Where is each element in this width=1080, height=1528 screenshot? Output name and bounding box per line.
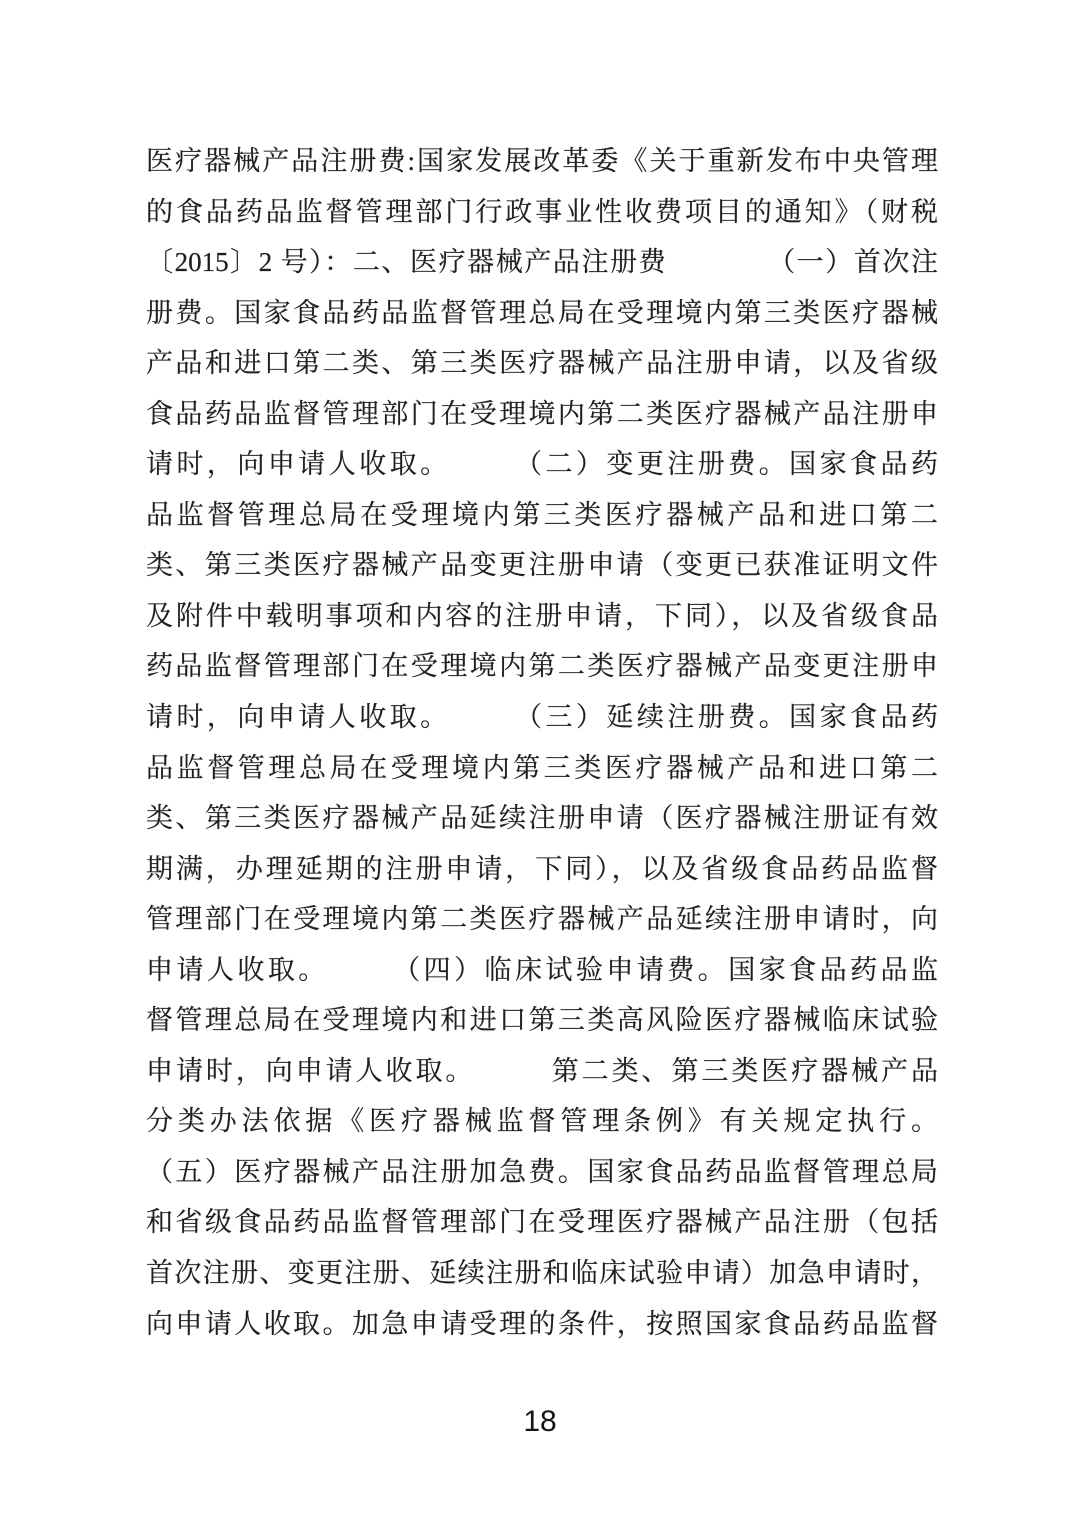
text-line-05: 产品和进口第二类、第三类医疗器械产品注册申请，以及省级 — [146, 348, 938, 379]
text-line-04: 册费。国家食品药品监督管理总局在受理境内第三类医疗器械 — [146, 297, 938, 328]
text-line-08: 品监督管理总局在受理境内第三类医疗器械产品和进口第二 — [146, 499, 938, 530]
text-line-06: 食品药品监督管理部门在受理境内第二类医疗器械产品注册申 — [146, 398, 938, 429]
text-line-14: 类、第三类医疗器械产品延续注册申请（医疗器械注册证有效 — [146, 803, 938, 834]
text-line-18: 督管理总局在受理境内和进口第三类高风险医疗器械临床试验 — [146, 1005, 938, 1036]
text-line-19: 申请时，向申请人收取。 第二类、第三类医疗器械产品 — [146, 1055, 938, 1086]
text-line-13: 品监督管理总局在受理境内第三类医疗器械产品和进口第二 — [146, 752, 938, 783]
text-line-23: 首次注册、变更注册、延续注册和临床试验申请）加急申请时， — [146, 1258, 938, 1289]
body-text — [146, 136, 938, 1349]
text-line-10: 及附件中载明事项和内容的注册申请，下同），以及省级食品 — [146, 600, 938, 631]
text-line-21: （五）医疗器械产品注册加急费。国家食品药品监督管理总局 — [146, 1156, 938, 1187]
text-line-02: 的食品药品监督管理部门行政事业性收费项目的通知》（财税 — [146, 196, 938, 227]
page-number: 18 — [523, 1405, 557, 1438]
text-line-24: 向申请人收取。加急申请受理的条件，按照国家食品药品监督 — [146, 1308, 938, 1339]
text-line-16: 管理部门在受理境内第二类医疗器械产品延续注册申请时，向 — [146, 904, 938, 935]
text-line-01: 医疗器械产品注册费:国家发展改革委《关于重新发布中央管理 — [146, 146, 938, 176]
text-line-07: 请时，向申请人收取。 （二）变更注册费。国家食品药 — [146, 449, 938, 480]
text-line-22: 和省级食品药品监督管理部门在受理医疗器械产品注册（包括 — [146, 1207, 938, 1238]
text-line-20: 分类办法依据《医疗器械监督管理条例》有关规定执行。 — [146, 1106, 938, 1137]
text-line-03: 〔2015〕2 号）：二、医疗器械产品注册费 （一）首次注 — [146, 247, 938, 278]
text-line-15: 期满，办理延期的注册申请，下同），以及省级食品药品监督 — [146, 853, 938, 884]
text-line-11: 药品监督管理部门在受理境内第二类医疗器械产品变更注册申 — [146, 651, 938, 682]
text-line-09: 类、第三类医疗器械产品变更注册申请（变更已获准证明文件 — [146, 550, 938, 581]
text-line-12: 请时，向申请人收取。 （三）延续注册费。国家食品药 — [146, 702, 938, 733]
text-line-17: 申请人收取。 （四）临床试验申请费。国家食品药品监 — [146, 954, 938, 985]
